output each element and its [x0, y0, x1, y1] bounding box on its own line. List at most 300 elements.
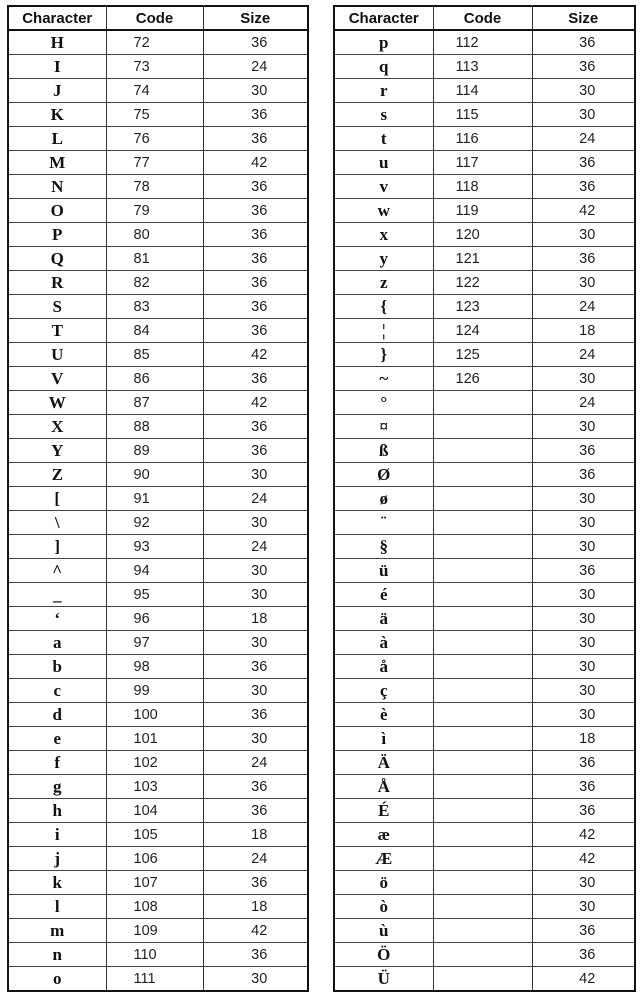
size-cell: 24 [532, 127, 635, 151]
code-cell: 108 [106, 895, 203, 919]
table-row [8, 319, 308, 343]
table-row [334, 55, 635, 79]
size-cell: 36 [203, 295, 308, 319]
character-cell: ò [334, 895, 433, 919]
size-cell: 30 [532, 607, 635, 631]
size-cell: 42 [532, 823, 635, 847]
size-cell: 30 [203, 727, 308, 751]
code-cell [433, 823, 532, 847]
size-cell: 30 [532, 655, 635, 679]
character-cell: L [8, 127, 106, 151]
table-row [8, 727, 308, 751]
character-cell: ] [8, 535, 106, 559]
size-cell: 30 [532, 703, 635, 727]
size-cell: 36 [532, 30, 635, 55]
size-cell: 30 [532, 103, 635, 127]
size-cell: 24 [203, 751, 308, 775]
table-row [8, 559, 308, 583]
header-character: Character [8, 6, 106, 30]
table-row [8, 775, 308, 799]
left-table-body [8, 30, 308, 991]
code-cell [433, 895, 532, 919]
character-cell: ö [334, 871, 433, 895]
code-cell: 72 [106, 30, 203, 55]
size-cell: 18 [532, 727, 635, 751]
table-row [334, 487, 635, 511]
header-code: Code [106, 6, 203, 30]
character-cell: æ [334, 823, 433, 847]
code-cell: 87 [106, 391, 203, 415]
table-row [8, 631, 308, 655]
table-row [8, 847, 308, 871]
table-row [8, 799, 308, 823]
table-row [334, 319, 635, 343]
size-cell: 36 [532, 247, 635, 271]
size-cell: 36 [203, 775, 308, 799]
table-row [8, 151, 308, 175]
size-cell: 36 [203, 799, 308, 823]
code-cell: 85 [106, 343, 203, 367]
code-cell [433, 559, 532, 583]
size-cell: 30 [203, 79, 308, 103]
size-cell: 36 [203, 655, 308, 679]
character-cell: d [8, 703, 106, 727]
table-row [334, 607, 635, 631]
table-row [8, 295, 308, 319]
code-cell [433, 751, 532, 775]
table-row [334, 535, 635, 559]
code-cell [433, 655, 532, 679]
table-row [334, 199, 635, 223]
character-cell: b [8, 655, 106, 679]
character-cell: Z [8, 463, 106, 487]
size-cell: 30 [203, 559, 308, 583]
code-cell: 80 [106, 223, 203, 247]
size-cell: 30 [203, 583, 308, 607]
character-cell: V [8, 367, 106, 391]
size-cell: 42 [532, 199, 635, 223]
code-cell [433, 919, 532, 943]
code-cell [433, 967, 532, 992]
table-row [334, 751, 635, 775]
size-cell: 36 [203, 199, 308, 223]
size-cell: 30 [203, 511, 308, 535]
character-cell: u [334, 151, 433, 175]
code-cell: 118 [433, 175, 532, 199]
character-cell: Ä [334, 751, 433, 775]
character-cell: É [334, 799, 433, 823]
character-cell: è [334, 703, 433, 727]
code-cell: 122 [433, 271, 532, 295]
size-cell: 30 [532, 535, 635, 559]
character-cell: a [8, 631, 106, 655]
table-row [334, 559, 635, 583]
table-row [334, 223, 635, 247]
table-row [334, 103, 635, 127]
character-cell: M [8, 151, 106, 175]
character-cell: P [8, 223, 106, 247]
code-cell: 97 [106, 631, 203, 655]
table-row [334, 343, 635, 367]
character-cell: [ [8, 487, 106, 511]
size-cell: 36 [203, 439, 308, 463]
character-cell: w [334, 199, 433, 223]
character-cell: l [8, 895, 106, 919]
code-cell: 119 [433, 199, 532, 223]
table-row [8, 871, 308, 895]
character-cell: Å [334, 775, 433, 799]
character-cell: ù [334, 919, 433, 943]
size-cell: 36 [203, 703, 308, 727]
code-cell [433, 583, 532, 607]
table-row [8, 439, 308, 463]
code-cell [433, 511, 532, 535]
size-cell: 36 [532, 175, 635, 199]
table-row [334, 943, 635, 967]
size-cell: 30 [532, 487, 635, 511]
character-cell: ø [334, 487, 433, 511]
size-cell: 30 [203, 679, 308, 703]
size-cell: 30 [532, 79, 635, 103]
character-cell: t [334, 127, 433, 151]
table-row [8, 655, 308, 679]
table-row [8, 679, 308, 703]
character-cell: s [334, 103, 433, 127]
character-cell: n [8, 943, 106, 967]
character-cell: Æ [334, 847, 433, 871]
character-cell: S [8, 295, 106, 319]
table-row [334, 775, 635, 799]
table-row [8, 943, 308, 967]
size-cell: 36 [532, 463, 635, 487]
table-row [334, 823, 635, 847]
code-cell: 109 [106, 919, 203, 943]
size-cell: 30 [532, 511, 635, 535]
table-row [334, 511, 635, 535]
size-cell: 24 [532, 343, 635, 367]
header-character: Character [334, 6, 433, 30]
table-row [8, 415, 308, 439]
code-cell: 111 [106, 967, 203, 992]
table-row [8, 751, 308, 775]
code-cell [433, 415, 532, 439]
code-cell: 115 [433, 103, 532, 127]
table-row [8, 823, 308, 847]
code-cell: 101 [106, 727, 203, 751]
character-cell: ¦ [334, 319, 433, 343]
code-cell [433, 631, 532, 655]
character-cell: ä [334, 607, 433, 631]
character-cell: r [334, 79, 433, 103]
code-cell: 98 [106, 655, 203, 679]
table-row [8, 391, 308, 415]
table-row [334, 247, 635, 271]
code-cell: 93 [106, 535, 203, 559]
code-cell: 107 [106, 871, 203, 895]
table-row [8, 175, 308, 199]
character-cell: ç [334, 679, 433, 703]
code-cell: 83 [106, 295, 203, 319]
code-cell: 123 [433, 295, 532, 319]
table-header-row [8, 6, 308, 30]
code-cell: 105 [106, 823, 203, 847]
size-cell: 24 [203, 535, 308, 559]
table-row [8, 511, 308, 535]
code-cell: 120 [433, 223, 532, 247]
character-cell: _ [8, 583, 106, 607]
character-cell: ß [334, 439, 433, 463]
character-cell: ~ [334, 367, 433, 391]
size-cell: 30 [203, 631, 308, 655]
table-row [8, 223, 308, 247]
table-row [334, 871, 635, 895]
table-row [334, 919, 635, 943]
size-cell: 24 [532, 295, 635, 319]
character-cell: ü [334, 559, 433, 583]
code-cell: 78 [106, 175, 203, 199]
table-row [8, 79, 308, 103]
size-cell: 36 [203, 30, 308, 55]
table-row [334, 30, 635, 55]
code-cell: 100 [106, 703, 203, 727]
size-cell: 36 [203, 271, 308, 295]
size-cell: 18 [203, 607, 308, 631]
code-cell [433, 943, 532, 967]
table-row [8, 343, 308, 367]
code-cell: 126 [433, 367, 532, 391]
size-cell: 30 [203, 967, 308, 992]
size-cell: 42 [203, 391, 308, 415]
table-row [8, 103, 308, 127]
size-cell: 36 [532, 799, 635, 823]
size-cell: 36 [532, 919, 635, 943]
size-cell: 30 [203, 463, 308, 487]
size-cell: 36 [203, 223, 308, 247]
size-cell: 30 [532, 583, 635, 607]
table-row [8, 199, 308, 223]
code-cell: 86 [106, 367, 203, 391]
code-cell: 117 [433, 151, 532, 175]
size-cell: 18 [203, 895, 308, 919]
code-cell: 116 [433, 127, 532, 151]
character-cell: c [8, 679, 106, 703]
size-cell: 36 [532, 943, 635, 967]
table-row [8, 895, 308, 919]
table-row [334, 79, 635, 103]
character-cell: ‘ [8, 607, 106, 631]
table-row [8, 919, 308, 943]
code-cell [433, 463, 532, 487]
character-cell: ° [334, 391, 433, 415]
size-cell: 30 [532, 871, 635, 895]
header-size: Size [532, 6, 635, 30]
size-cell: 36 [203, 871, 308, 895]
character-cell: k [8, 871, 106, 895]
size-cell: 36 [532, 559, 635, 583]
header-code: Code [433, 6, 532, 30]
code-cell: 102 [106, 751, 203, 775]
code-cell: 91 [106, 487, 203, 511]
table-row [334, 127, 635, 151]
size-cell: 36 [532, 775, 635, 799]
character-cell: U [8, 343, 106, 367]
code-cell [433, 799, 532, 823]
table-row [334, 895, 635, 919]
character-cell: K [8, 103, 106, 127]
character-cell: v [334, 175, 433, 199]
size-cell: 36 [203, 943, 308, 967]
table-row [334, 703, 635, 727]
character-cell: R [8, 271, 106, 295]
size-cell: 42 [532, 847, 635, 871]
size-cell: 30 [532, 271, 635, 295]
code-cell: 95 [106, 583, 203, 607]
character-cell: W [8, 391, 106, 415]
code-cell: 79 [106, 199, 203, 223]
code-cell: 124 [433, 319, 532, 343]
table-row [334, 679, 635, 703]
table-row [334, 847, 635, 871]
character-cell: q [334, 55, 433, 79]
right-table-body [334, 30, 635, 991]
character-cell: m [8, 919, 106, 943]
code-cell: 92 [106, 511, 203, 535]
code-cell: 112 [433, 30, 532, 55]
character-cell: i [8, 823, 106, 847]
code-cell [433, 775, 532, 799]
character-cell: X [8, 415, 106, 439]
size-cell: 36 [203, 127, 308, 151]
table-row [8, 535, 308, 559]
character-cell: ì [334, 727, 433, 751]
table-row [334, 439, 635, 463]
table-row [8, 30, 308, 55]
size-cell: 18 [532, 319, 635, 343]
character-cell: H [50, 32, 64, 52]
code-cell: 73 [106, 55, 203, 79]
table-header-row [334, 6, 635, 30]
size-cell: 18 [203, 823, 308, 847]
character-cell: f [8, 751, 106, 775]
code-cell: 104 [106, 799, 203, 823]
size-cell: 42 [203, 343, 308, 367]
code-cell [433, 535, 532, 559]
character-cell: å [334, 655, 433, 679]
character-cell: x [334, 223, 433, 247]
table-row [8, 463, 308, 487]
character-cell: j [8, 847, 106, 871]
size-cell: 36 [532, 751, 635, 775]
character-cell: é [334, 583, 433, 607]
size-cell: 36 [203, 367, 308, 391]
character-table-left [7, 5, 309, 992]
code-cell: 82 [106, 271, 203, 295]
table-row [334, 583, 635, 607]
size-cell: 36 [203, 103, 308, 127]
size-cell: 42 [203, 919, 308, 943]
character-cell: p [379, 32, 389, 52]
code-cell: 106 [106, 847, 203, 871]
character-cell: Q [8, 247, 106, 271]
size-cell: 24 [203, 487, 308, 511]
character-cell: \ [8, 511, 106, 535]
code-cell: 110 [106, 943, 203, 967]
size-cell: 30 [532, 895, 635, 919]
character-cell: ¨ [334, 511, 433, 535]
code-cell [433, 871, 532, 895]
character-cell: Y [8, 439, 106, 463]
table-row [334, 799, 635, 823]
table-row [334, 463, 635, 487]
character-cell: à [334, 631, 433, 655]
code-cell: 77 [106, 151, 203, 175]
table-row [8, 247, 308, 271]
table-row [334, 967, 635, 992]
code-cell [433, 679, 532, 703]
code-cell: 121 [433, 247, 532, 271]
code-cell: 89 [106, 439, 203, 463]
size-cell: 36 [203, 415, 308, 439]
table-row [334, 391, 635, 415]
table-row [8, 583, 308, 607]
table-row [8, 967, 308, 992]
size-cell: 30 [532, 631, 635, 655]
header-size: Size [203, 6, 308, 30]
code-cell: 90 [106, 463, 203, 487]
size-cell: 24 [203, 847, 308, 871]
character-cell: I [8, 55, 106, 79]
table-row [8, 703, 308, 727]
code-cell: 94 [106, 559, 203, 583]
code-cell: 125 [433, 343, 532, 367]
code-cell: 75 [106, 103, 203, 127]
code-cell: 103 [106, 775, 203, 799]
character-cell: { [334, 295, 433, 319]
code-cell [433, 703, 532, 727]
character-cell: Ø [334, 463, 433, 487]
code-cell: 88 [106, 415, 203, 439]
code-cell: 99 [106, 679, 203, 703]
character-cell: g [8, 775, 106, 799]
table-row [334, 727, 635, 751]
character-cell: } [334, 343, 433, 367]
character-cell: h [8, 799, 106, 823]
table-row [334, 151, 635, 175]
character-cell: Ö [334, 943, 433, 967]
character-cell: ^ [8, 559, 106, 583]
table-row [8, 607, 308, 631]
table-row [8, 271, 308, 295]
size-cell: 24 [203, 55, 308, 79]
size-cell: 30 [532, 223, 635, 247]
size-cell: 42 [203, 151, 308, 175]
size-cell: 36 [532, 439, 635, 463]
code-cell: 81 [106, 247, 203, 271]
character-cell: y [334, 247, 433, 271]
table-row [334, 271, 635, 295]
character-cell: ¤ [334, 415, 433, 439]
table-row [8, 367, 308, 391]
table-row [334, 175, 635, 199]
size-cell: 36 [203, 247, 308, 271]
character-cell: z [334, 271, 433, 295]
size-cell: 42 [532, 967, 635, 992]
size-cell: 30 [532, 679, 635, 703]
character-cell: e [8, 727, 106, 751]
size-cell: 36 [203, 319, 308, 343]
code-cell: 113 [433, 55, 532, 79]
size-cell: 36 [532, 55, 635, 79]
